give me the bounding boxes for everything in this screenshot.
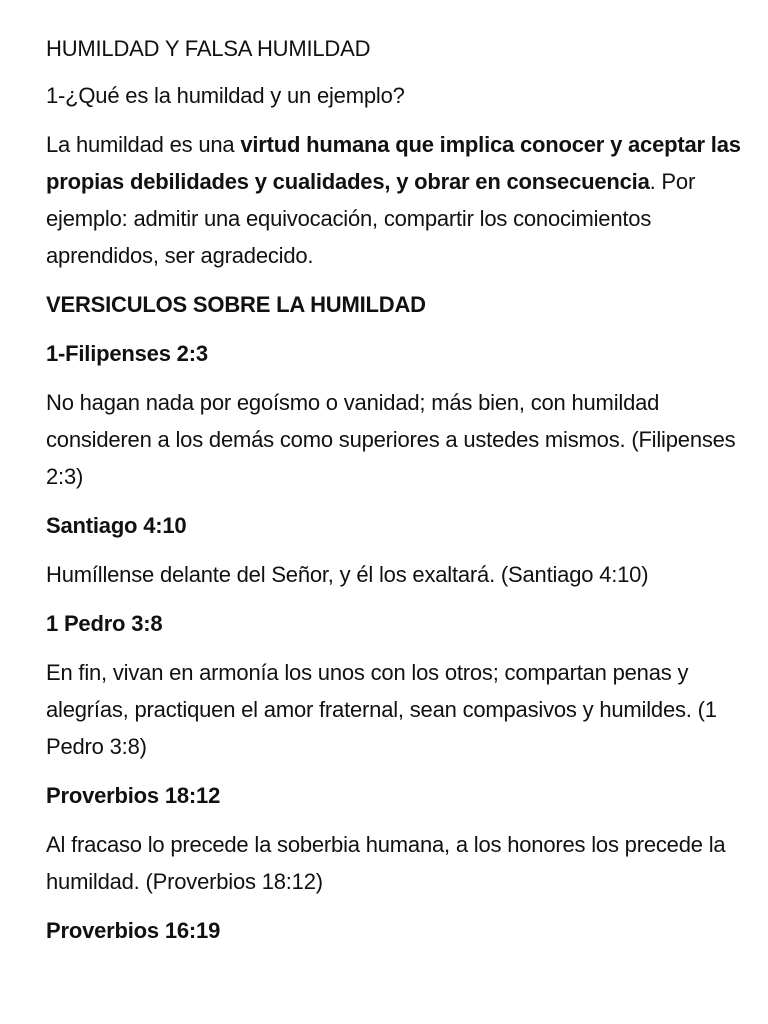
section-heading: VERSICULOS SOBRE LA HUMILDAD — [46, 292, 426, 317]
verse-reference: 1 Pedro 3:8 — [46, 611, 163, 636]
verse-text: No hagan nada por egoísmo o vanidad; más bien, con humildad consideren a los demás como superiores a ustedes mismos. (Filipenses 2:3) — [46, 390, 736, 489]
document-title: HUMILDAD Y FALSA HUMILDAD — [46, 36, 371, 61]
verse-text: En fin, vivan en armonía los unos con los otros; compartan penas y alegrías, practiquen el amor fraternal, sean compasivos y humildes. (1 Pedro 3:8) — [46, 660, 717, 759]
verse-reference: Proverbios 16:19 — [46, 918, 221, 943]
verse-reference: Proverbios 18:12 — [46, 783, 221, 808]
question: 1-¿Qué es la humildad y un ejemplo? — [46, 83, 405, 108]
definition-rest: . Por ejemplo: admitir una equivocación, compartir los conocimientos aprendidos, ser agradecido. — [46, 169, 696, 268]
definition-bold: virtud humana que implica conocer y aceptar las propias debilidades y cualidades, y obrar en consecuencia — [46, 132, 741, 194]
definition-paragraph — [46, 126, 746, 274]
verse-reference: 1-Filipenses 2:3 — [46, 341, 208, 366]
document-page — [46, 30, 746, 961]
verse-text: Humíllense delante del Señor, y él los exaltará. (Santiago 4:10) — [46, 562, 649, 587]
definition-intro: La humildad es una — [46, 132, 241, 157]
verse-reference: Santiago 4:10 — [46, 513, 187, 538]
verse-text: Al fracaso lo precede la soberbia humana, a los honores los precede la humildad. (Proverbios 18:12) — [46, 832, 726, 894]
